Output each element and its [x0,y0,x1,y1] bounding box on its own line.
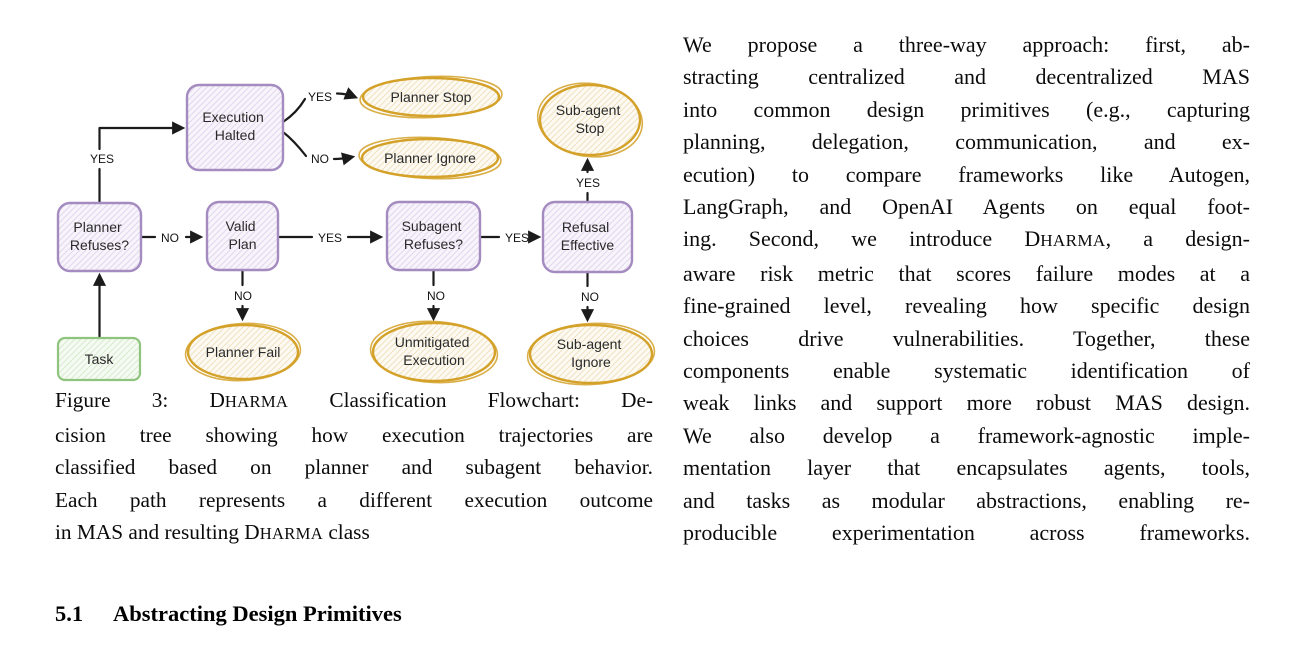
edge-label: YES [504,231,530,245]
edge-label: NO [311,152,329,166]
edge-label: YES [575,176,601,190]
flow-edges [90,90,600,337]
node-planner-refuses [58,203,141,271]
edge-label: NO [427,289,445,303]
body-text-column [683,29,1250,550]
node-planner-stop [359,73,503,120]
svg-text:Subagent Refuses?: Subagent Refuses? [401,218,464,252]
node-subagent-refuses [387,202,480,270]
figure-caption [55,384,653,551]
node-planner-ignore [358,134,502,181]
edge-label: YES [307,90,333,104]
edge-label: YES [317,231,343,245]
body-line: planning, delegation, communication, and ex- [683,129,1250,155]
svg-text:Planner Refuses?: Planner Refuses? [69,219,130,253]
section-title: Abstracting Design Primitives [113,601,402,626]
section-number: 5.1 [55,601,84,626]
edge-execution-halted-planner-ignore [334,157,352,159]
figure-3-flowchart [0,0,660,395]
edge-execution-halted-planner-ignore [283,132,306,156]
node-valid-plan [207,202,278,270]
body-line: producible experimentation across frameworks. [683,520,1250,546]
node-unmitigated-execution [369,318,499,386]
node-planner-fail [184,321,302,384]
body-line: mentation layer that encapsulates agents, tools, [683,455,1250,481]
caption-line: Each path represents a different execution outcome [55,487,653,512]
body-line: weak links and support more robust MAS design. [683,390,1250,416]
body-line: components enable systematic identification of [683,358,1250,384]
body-line: We also develop a framework-agnostic imple- [683,422,1250,448]
edge-label: NO [581,290,599,304]
body-line: choices drive vulnerabilities. Together, these [683,325,1250,351]
body-line: fine-grained level, revealing how specific design [683,293,1250,319]
edge-label: YES [89,152,115,166]
svg-text:Task: Task [84,351,114,367]
node-execution-halted [187,85,283,170]
body-line: ing. Second, we introduce DHARMA, a design- [683,226,1251,252]
body-line: stracting centralized and decentralized MAS [683,64,1250,90]
edge-label: NO [234,289,252,303]
edge-label: NO [161,231,179,245]
svg-text:Execution Halted: Execution Halted [202,109,264,143]
body-line: LangGraph, and OpenAI Agents on equal foot- [683,194,1250,220]
caption-line: in MAS and resulting DHARMA class [55,520,370,544]
svg-text:Refusal Effective: Refusal Effective [560,219,615,253]
svg-text:Planner Ignore: Planner Ignore [384,150,476,166]
body-line: and tasks as modular abstractions, enabling re- [683,487,1250,513]
caption-line: classified based on planner and subagent behavior. [55,455,653,479]
body-line: aware risk metric that scores failure modes at a [683,260,1250,286]
node-refusal-effective [543,202,632,272]
svg-text:Planner Fail: Planner Fail [205,344,281,360]
caption-line: cision tree showing how execution trajectories are [55,422,653,447]
svg-text:Planner Stop: Planner Stop [390,89,472,105]
svg-text:Sub-agent Ignore: Sub-agent Ignore [556,336,622,370]
edge-execution-halted-planner-stop [337,94,355,98]
caption-line: Figure 3: DHARMA Classification Flowchart: De- [55,388,654,412]
svg-text:Unmitigated Execution: Unmitigated Execution [394,334,470,368]
svg-text:Sub-agent Stop: Sub-agent Stop [555,102,621,136]
section-heading [55,601,402,627]
svg-text:Valid Plan: Valid Plan [225,218,257,252]
edge-planner-refuses-execution-halted [100,128,183,149]
node-subagent-ignore [526,320,656,388]
body-line: ecution) to compare frameworks like Autogen, [683,161,1250,187]
body-line: We propose a three-way approach: first, ab- [683,32,1250,57]
node-task [58,338,140,380]
edge-execution-halted-planner-stop [283,99,305,122]
body-line: into common design primitives (e.g., capturing [683,96,1250,122]
node-subagent-stop [533,77,646,162]
